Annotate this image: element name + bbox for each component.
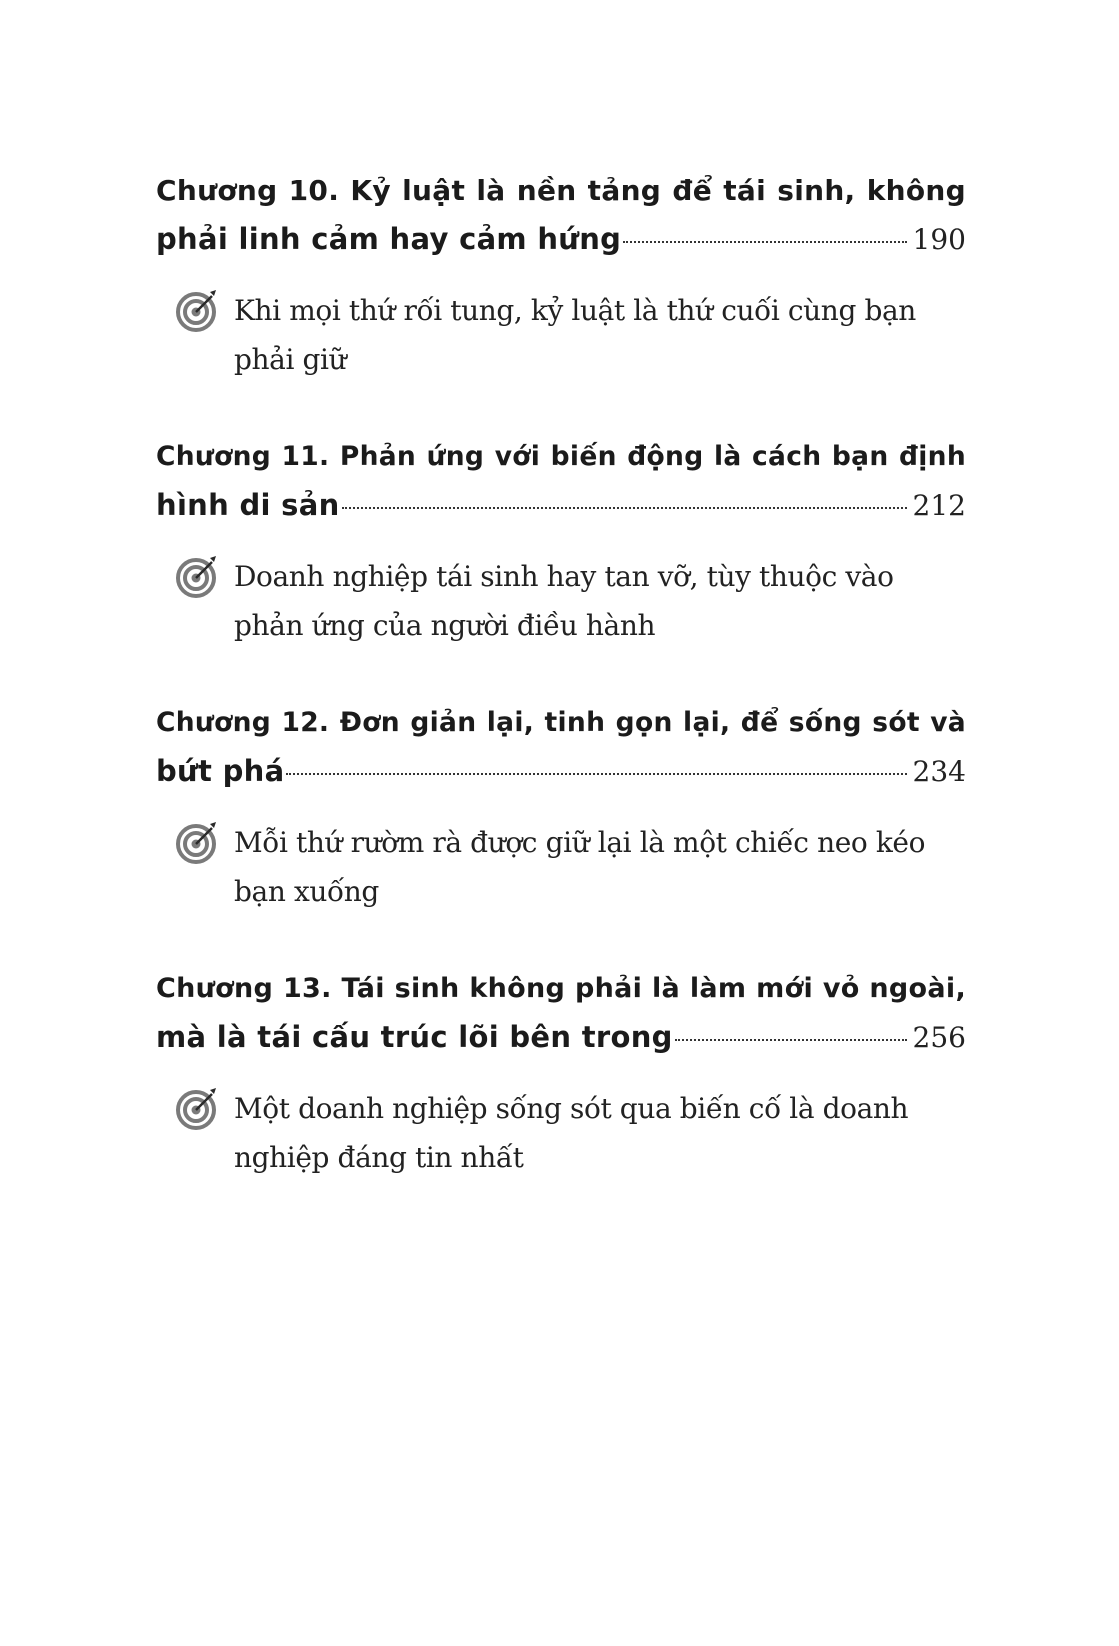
table-of-contents	[156, 166, 966, 1182]
target-icon	[174, 1084, 222, 1132]
page-number: 234	[912, 755, 966, 788]
dot-leader	[286, 772, 906, 775]
chapter-subtitle	[174, 552, 966, 650]
chapter-subtitle	[174, 818, 966, 916]
toc-chapter-13[interactable]	[156, 964, 966, 1182]
target-icon	[174, 818, 222, 866]
chapter-subtitle	[174, 286, 966, 384]
chapter-title-line-1: Chương 12. Đơn giản lại, tinh gọn lại, để sống sót và	[156, 707, 966, 738]
chapter-subtitle	[174, 1084, 966, 1182]
chapter-title-line-2	[156, 1013, 966, 1062]
subtitle-text: Khi mọi thứ rối tung, kỷ luật là thứ cuối cùng bạn phải giữ	[234, 294, 916, 376]
dot-leader	[342, 506, 907, 509]
chapter-title-text: phải linh cảm hay cảm hứng	[156, 222, 622, 256]
page-number: 256	[912, 1021, 966, 1054]
toc-chapter-11[interactable]	[156, 432, 966, 650]
target-icon	[174, 286, 222, 334]
chapter-title-text: hình di sản	[156, 488, 340, 522]
chapter-title-line-1: Chương 13. Tái sinh không phải là làm mới vỏ ngoài,	[156, 973, 966, 1004]
dot-leader	[623, 240, 906, 243]
chapter-title-line-1: Chương 11. Phản ứng với biến động là cách bạn định	[156, 441, 966, 472]
chapter-title-text: mà là tái cấu trúc lõi bên trong	[156, 1020, 673, 1054]
subtitle-text: Doanh nghiệp tái sinh hay tan vỡ, tùy thuộc vào phản ứng của người điều hành	[234, 560, 894, 642]
chapter-title-line-2	[156, 481, 966, 530]
chapter-title-line-2	[156, 215, 966, 264]
page-number: 190	[912, 223, 966, 256]
page-number: 212	[912, 489, 966, 522]
toc-chapter-12[interactable]	[156, 698, 966, 916]
subtitle-text: Mỗi thứ rườm rà được giữ lại là một chiếc neo kéo bạn xuống	[234, 826, 926, 908]
subtitle-text: Một doanh nghiệp sống sót qua biến cố là doanh nghiệp đáng tin nhất	[234, 1092, 909, 1174]
toc-chapter-10[interactable]	[156, 166, 966, 384]
chapter-title-text: bứt phá	[156, 754, 285, 788]
dot-leader	[675, 1038, 907, 1041]
chapter-title-line-1: Chương 10. Kỷ luật là nền tảng để tái sinh, không	[156, 174, 966, 207]
target-icon	[174, 552, 222, 600]
chapter-title-line-2	[156, 747, 966, 796]
